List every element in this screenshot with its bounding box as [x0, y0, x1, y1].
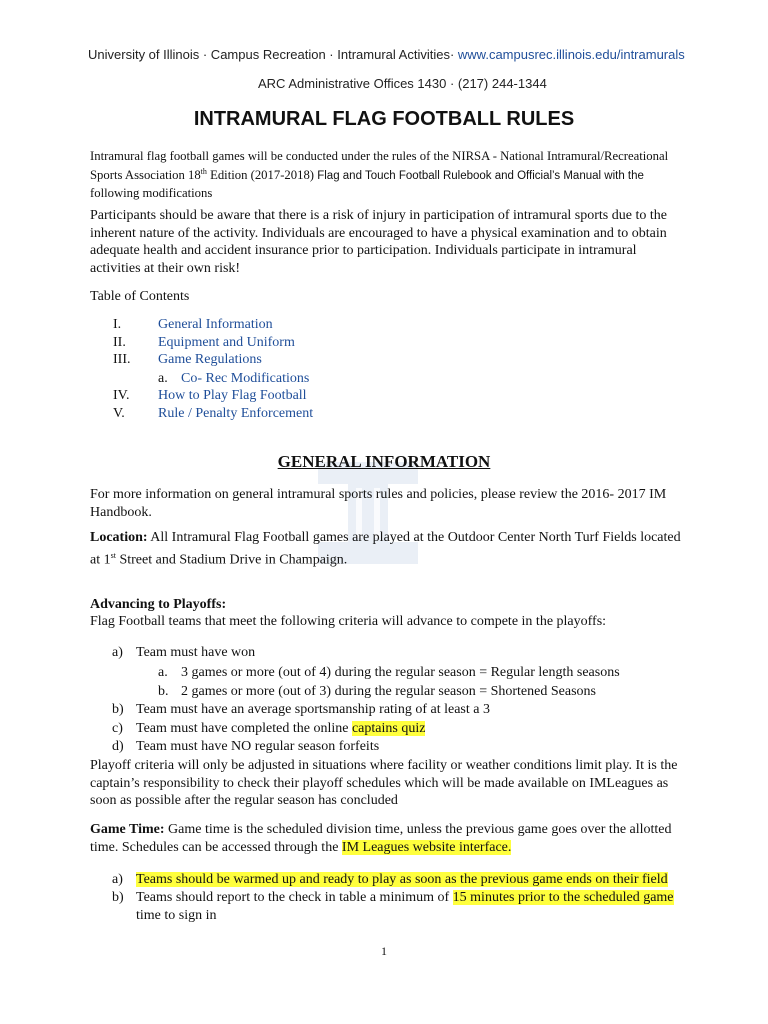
captains-quiz-highlight: captains quiz	[351, 721, 426, 736]
page-number: 1	[381, 944, 387, 958]
location-text: All Intramural Flag Football games are played at the Outdoor Center North Turf Fields located	[147, 530, 681, 545]
sub-criteria-item: 3 games or more (out of 4) during the regular season = Regular length seasons	[181, 665, 620, 680]
game-time-item-text: time to sign in	[136, 907, 217, 923]
header-org-text: University of Illinois · Campus Recreation · Intramural Activities·	[88, 47, 458, 62]
website-link[interactable]: www.campusrec.illinois.edu/intramurals	[457, 47, 685, 62]
criteria-marker: d)	[112, 739, 124, 754]
toc-number: III.	[113, 352, 131, 367]
toc-number: I.	[113, 317, 122, 332]
game-time-marker: a)	[112, 872, 123, 887]
toc-link-game-regulations[interactable]: Game Regulations	[158, 352, 262, 367]
toc-heading: Table of Contents	[90, 289, 190, 304]
game-time-label: Game Time:	[90, 822, 165, 837]
game-time-text: Game time is the scheduled division time, unless the previous game goes over the allotted	[164, 822, 672, 837]
intro-paragraph	[90, 148, 690, 201]
playoffs-heading: Advancing to Playoffs:	[90, 597, 227, 612]
risk-warning-paragraph	[90, 207, 690, 277]
criteria-text: Team must have completed the online	[136, 721, 352, 736]
note-line: Playoff criteria will only be adjusted in situations where facility or weather conditions limit play. It is the	[90, 758, 678, 773]
location-paragraph	[90, 529, 700, 569]
game-time-item	[136, 889, 696, 924]
criteria-item: Team must have NO regular season forfeits	[136, 739, 380, 754]
game-time-paragraph	[90, 821, 700, 856]
note-line: captain’s responsibility to check their playoff schedules which will be made available on IMLeagues as	[90, 775, 669, 791]
report-time-highlight: 15 minutes prior to the scheduled game	[452, 890, 674, 905]
more-info-paragraph	[90, 486, 690, 521]
game-time-item	[136, 871, 668, 889]
rulebook-title: Flag and Touch Football Rulebook and Official’s Manual with the	[317, 170, 644, 183]
sub-criteria-item: 2 games or more (out of 3) during the regular season = Shortened Seasons	[181, 684, 596, 699]
superscript: st	[110, 550, 116, 560]
intro-text: Sports Association 18	[90, 168, 201, 183]
more-info-line: Handbook.	[90, 504, 152, 520]
warning-line: activities at their own risk!	[90, 260, 241, 276]
toc-number: V.	[113, 406, 125, 421]
game-time-item-text: Teams should report to the check in table a minimum of	[136, 890, 453, 905]
note-line: soon as possible after the regular season has concluded	[90, 793, 398, 808]
toc-link-equipment-and-uniform[interactable]: Equipment and Uniform	[158, 335, 295, 350]
intro-line	[90, 164, 690, 185]
intro-line: Intramural flag football games will be conducted under the rules of the NIRSA - National Intramural/Recreational	[90, 149, 669, 163]
toc-number: II.	[113, 335, 126, 350]
criteria-marker: a)	[112, 645, 123, 660]
playoffs-intro: Flag Football teams that meet the following criteria will advance to compete in the playoffs:	[90, 614, 607, 629]
sub-criteria-marker: a.	[158, 665, 168, 680]
location-label: Location:	[90, 530, 148, 545]
criteria-marker: c)	[112, 721, 123, 736]
toc-link-rule-penalty-enforcement[interactable]: Rule / Penalty Enforcement	[158, 406, 314, 421]
page-title: INTRAMURAL FLAG FOOTBALL RULES	[193, 108, 575, 130]
superscript: th	[200, 167, 207, 177]
warning-line: adequate health and accident insurance prior to participation. Individuals participate in intramural	[90, 243, 637, 258]
warm-up-highlight: Teams should be warmed up and ready to play as soon as the previous game ends on their field	[136, 872, 668, 887]
game-time-marker: b)	[112, 890, 124, 905]
header-line-2: ARC Administrative Offices 1430 · (217) 244-1344	[258, 76, 547, 91]
intro-text: Edition (2017-2018)	[206, 168, 318, 183]
toc-link-co-rec-modifications[interactable]: Co- Rec Modifications	[181, 371, 310, 386]
criteria-item: Team must have an average sportsmanship rating of at least a 3	[136, 702, 490, 717]
playoff-note-paragraph	[90, 757, 700, 810]
criteria-item: Team must have won	[136, 645, 256, 660]
intro-line: following modifications	[90, 186, 213, 201]
criteria-marker: b)	[112, 702, 124, 717]
toc-link-how-to-play[interactable]: How to Play Flag Football	[158, 388, 307, 403]
sub-criteria-marker: b.	[158, 684, 169, 699]
game-time-text: time. Schedules can be accessed through the	[90, 839, 342, 855]
warning-line: Participants should be aware that there is a risk of injury in participation of intramural sports due to the	[90, 208, 667, 223]
location-text: Street and Stadium Drive in Champaign.	[115, 552, 348, 568]
header-line-1	[88, 47, 685, 62]
toc-number: a.	[158, 371, 168, 386]
more-info-line: For more information on general intramural sports rules and policies, please review the 2016- 2017 IM	[90, 487, 667, 502]
toc-number: IV.	[113, 388, 130, 403]
section-heading-general-information: GENERAL INFORMATION	[277, 452, 491, 471]
location-text: at 1	[90, 552, 111, 568]
criteria-item	[136, 720, 425, 738]
warning-line: inherent nature of the activity. Individuals are encouraged to have a physical examination and to obtain	[90, 225, 667, 241]
toc-link-general-information[interactable]: General Information	[158, 317, 273, 332]
im-leagues-highlight: IM Leagues website interface.	[341, 839, 512, 855]
